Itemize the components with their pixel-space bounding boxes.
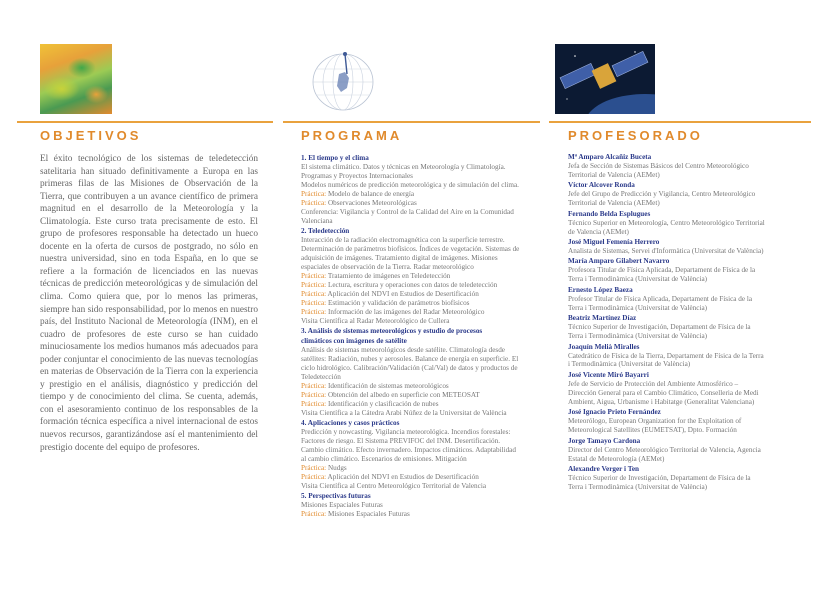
- practice-label: Práctica:: [301, 190, 327, 198]
- practice-text: Nudgs: [326, 464, 347, 472]
- practice-label: Práctica:: [301, 510, 327, 518]
- practice-text: Identificación de sistemas meteorológicos: [326, 382, 449, 390]
- program-practice-line: [301, 199, 539, 208]
- professor-name: José Vicente Miró Bayarri: [568, 370, 649, 379]
- practice-label: Práctica:: [301, 281, 327, 289]
- professor-role-line: Profesor Titular de Física Aplicada, Departament de Física de la: [568, 294, 753, 303]
- program-practice-line: [301, 464, 539, 473]
- program-section-title: 5. Perspectivas futuras: [301, 492, 371, 500]
- program-line: Cambio climático. Efecto invernadero. Impactos climáticos. Adaptabilidad: [301, 446, 516, 454]
- professor-role-line: Técnico Superior de Investigación, Departament de Física de la: [568, 473, 751, 482]
- program-line: Visita Científica al Centro Meteorológico Territorial de Valencia: [301, 482, 487, 490]
- professor-role: [568, 190, 800, 208]
- professor-role-line: Terra i Termodinàmica (Universitat de València): [568, 275, 708, 284]
- practice-label: Práctica:: [301, 464, 327, 472]
- program-line: al cambio climático. Escenarios de emisiones. Mitigación: [301, 455, 467, 463]
- practice-text: Estimación y validación de parámetros biofísicos: [326, 299, 470, 307]
- professor-role-line: de Valencia (AEMet): [568, 227, 629, 236]
- program-practice-line: [301, 290, 539, 299]
- professor-role-line: Terra i Termodinàmica (Universitat de València): [568, 303, 708, 312]
- professor-role-line: Dirección General para el Cambio Climático, Conselleria de Medi: [568, 388, 759, 397]
- practice-label: Práctica:: [301, 391, 327, 399]
- professor-role: [568, 323, 800, 341]
- professor-name: José Miguel Femenía Herrero: [568, 238, 660, 247]
- program-line: Valenciana: [301, 217, 333, 225]
- program-line: Análisis de sistemas meteorológicos desde satélite. Climatología desde: [301, 346, 506, 354]
- program-line: Factores de riesgo. El Sistema PREVIFOC del INM. Desertificación.: [301, 437, 501, 445]
- professor-name: Beatriz Martínez Díaz: [568, 314, 637, 323]
- profesorado-list: [568, 153, 800, 493]
- program-line: Teledetección: [301, 373, 341, 381]
- professor-role-line: Ambient, Aigua, Urbanisme i Habitatge (Generalitat Valenciana): [568, 397, 755, 406]
- program-practice-line: [301, 299, 539, 308]
- professor-role: [568, 474, 800, 492]
- program-practice-line: [301, 308, 539, 317]
- professor-role: [568, 295, 800, 313]
- program-practice-line: [301, 190, 539, 199]
- professor-role-line: Jefe de Servicio de Protección del Ambiente Atmosférico –: [568, 379, 739, 388]
- professor-role-line: Estatal de Meteorología (AEMet): [568, 454, 665, 463]
- practice-label: Práctica:: [301, 400, 327, 408]
- program-line: Interacción de la radiación electromagnética con la superficie terrestre.: [301, 236, 505, 244]
- program-practice-line: [301, 473, 539, 482]
- professor-role: [568, 219, 800, 237]
- practice-text: Identificación y clasificación de nubes: [326, 400, 439, 408]
- program-line: Predicción y nowcasting. Vigilancia meteorológica. Incendios forestales:: [301, 428, 511, 436]
- practice-text: Observaciones Meteorológicas: [326, 199, 417, 207]
- objetivos-heading: OBJETIVOS: [40, 128, 142, 143]
- professor-role-line: Territorial de Valencia (AEMet): [568, 199, 660, 208]
- professor-name: José Ignacio Prieto Fernández: [568, 408, 661, 417]
- practice-label: Práctica:: [301, 290, 327, 298]
- program-practice-line: [301, 400, 539, 409]
- professor-role-line: Meteorólogo, European Organization for the Exploitation of: [568, 417, 742, 426]
- program-line: satélites: Radiación, nubes y aerosoles. Balance de energía en superficie. El: [301, 355, 519, 363]
- practice-text: Lectura, escritura y operaciones con datos de teledetección: [326, 281, 498, 289]
- practice-label: Práctica:: [301, 299, 327, 307]
- practice-label: Práctica:: [301, 199, 327, 207]
- orange-rule: [17, 121, 273, 123]
- practice-text: Aplicación del NDVI en Estudios de Desertificación: [326, 290, 479, 298]
- orange-rule: [283, 121, 540, 123]
- professor-role: [568, 162, 800, 180]
- program-line: adquisición de imágenes. Tratamiento digital de imágenes. Misiones: [301, 254, 498, 262]
- program-line: Determinación de parámetros biofísicos. Índices de vegetación. Sistemas de: [301, 245, 520, 253]
- professor-role-line: Director del Centro Meteorológico Territorial de Valencia, Agencia: [568, 445, 761, 454]
- professor-role-line: Analista de Sistemas, Servei d'Informàtica (Universitat de València): [568, 247, 764, 256]
- professor-name: Ernesto López Baeza: [568, 285, 633, 294]
- practice-label: Práctica:: [301, 473, 327, 481]
- practice-label: Práctica:: [301, 382, 327, 390]
- professor-role-line: Territorial de Valencia (AEMet): [568, 170, 660, 179]
- practice-text: Misiones Espaciales Futuras: [326, 510, 410, 518]
- program-practice-line: [301, 510, 539, 519]
- program-line: Conferencia: Vigilancia y Control de la Calidad del Aire en la Comunidad: [301, 208, 514, 216]
- program-section-title: 3. Análisis de sistemas meteorológicos y estudio de procesos: [301, 327, 483, 335]
- program-line: Misiones Espaciales Futuras: [301, 501, 383, 509]
- practice-text: Obtención del albedo en superficie con METEOSAT: [326, 391, 480, 399]
- professor-name: Jorge Tamayo Cardona: [568, 436, 641, 445]
- professor-role-line: Jefa de Sección de Sistemas Básicos del Centro Meteorológico: [568, 161, 749, 170]
- professor-role-line: i Termodinàmica (Universitat de València): [568, 360, 691, 369]
- practice-text: Aplicación del NDVI en Estudios de Desertificación: [326, 473, 479, 481]
- programa-heading: PROGRAMA: [301, 128, 403, 143]
- program-practice-line: [301, 272, 539, 281]
- professor-role: [568, 417, 800, 435]
- program-line: El sistema climático. Datos y técnicas en Meteorología y Climatología.: [301, 163, 506, 171]
- professor-role-line: Terra i Termodinàmica (Universitat de València): [568, 332, 708, 341]
- program-line: Visita Científica al Radar Meteorológico de Cullera: [301, 317, 450, 325]
- program-section-title: 4. Aplicaciones y casos prácticos: [301, 419, 400, 427]
- practice-label: Práctica:: [301, 272, 327, 280]
- program-practice-line: [301, 382, 539, 391]
- practice-text: Modelo de balance de energía: [326, 190, 415, 198]
- satellite-image: [555, 44, 655, 114]
- program-line: Modelos numéricos de predicción meteorológica y de simulación del clima.: [301, 181, 519, 189]
- practice-text: Información de las imágenes del Radar Meteorológico: [326, 308, 485, 316]
- professor-role: [568, 247, 800, 256]
- professor-role-line: Meteorological Satellites (EUMETSAT), Dpto. Formación: [568, 426, 737, 435]
- professor-role: [568, 266, 800, 284]
- orange-rule: [549, 121, 811, 123]
- professor-role-line: Profesora Titular de Física Aplicada, Departament de Física de la: [568, 266, 756, 275]
- professor-role: [568, 446, 800, 464]
- program-line: Visita Científica a la Cátedra Arabi Núñez de la Universitat de València: [301, 409, 507, 417]
- professor-role: [568, 352, 800, 370]
- program-line: espaciales de observación de la Tierra. Radar meteorológico: [301, 263, 474, 271]
- professor-role-line: Catedrático de Física de la Tierra, Departament de Física de la Terra: [568, 351, 764, 360]
- professor-role-line: Jefe del Grupo de Predicción y Vigilancia, Centro Meteorológico: [568, 190, 756, 199]
- program-section-title: climáticos con imágenes de satélite: [301, 337, 407, 345]
- professor-name: Alexandre Verger i Ten: [568, 464, 640, 473]
- professor-role: [568, 380, 800, 407]
- program-line: ciclo hidrológico. Calibración/Validación (Cal/Val) de datos y productos de: [301, 364, 518, 372]
- globe-image: [301, 44, 385, 114]
- practice-label: Práctica:: [301, 308, 327, 316]
- profesorado-heading: PROFESORADO: [568, 128, 703, 143]
- professor-name: Joaquín Melià Miralles: [568, 342, 640, 351]
- professor-role-line: Técnico Superior de Investigación, Departament de Física de la: [568, 323, 751, 332]
- professor-role-line: Terra i Termodinàmica (Universitat de València): [568, 482, 708, 491]
- program-line: Programas y Proyectos Internacionales: [301, 172, 413, 180]
- programa-list: [301, 153, 539, 519]
- professor-name: Mª Amparo Alcañiz Buceta: [568, 153, 652, 161]
- professor-role-line: Técnico Superior en Meteorología, Centro Meteorológico Territorial: [568, 218, 765, 227]
- objetivos-paragraph: El éxito tecnológico de los sistemas de teledetección satelitaria han situado definitivamente a Europa en las primeras filas de las Misiones de Observación de la Tierra, que contribuyen a un avance científico de primera magnitud en el desarrollo de la Meteorología y la Climatología. Este curso trata precisamente de esto. El grupo de profesores responsable ha detectado un hueco docente en la oferta de cursos de postgrado, no sólo en nuestra universidad, sino en toda España, en lo que se refiere a la formación de licenciados en las nuevas técnicas de predicción meteorológicas y de simulación del clima. Como quiera que, por lo menos las primeras, siempre han sido responsabilidad, por lo menos en nuestro país, del Instituto Nacional de Meteorología (INM), en el cuadro de profesores de este curso se han cuidado minuciosamente los medios humanos más adecuados para poder conjuntar el conocimiento de las nuevas tecnologías en materias de Observación de la Tierra con la experiencia y prestigio en el análisis, diagnóstico y predicción del tiempo y de conocimiento del clima. Se cuenta, además, con el asesoramiento continuo de los responsables de la formación técnica específica a nivel internacional de estos nuevos recursos, garantizándose así el mantenimiento del prestigio docente del equipo de profesores.: [40, 154, 258, 453]
- program-section-title: 2. Teledetección: [301, 227, 350, 235]
- program-practice-line: [301, 281, 539, 290]
- professor-name: Víctor Alcover Ronda: [568, 181, 635, 190]
- weather-map-image: [40, 44, 112, 114]
- program-practice-line: [301, 391, 539, 400]
- program-section-title: 1. El tiempo y el clima: [301, 154, 369, 162]
- practice-text: Tratamiento de imágenes en Teledetección: [326, 272, 451, 280]
- professor-name: María Amparo Gilabert Navarro: [568, 257, 670, 266]
- professor-name: Fernando Belda Esplugues: [568, 209, 651, 218]
